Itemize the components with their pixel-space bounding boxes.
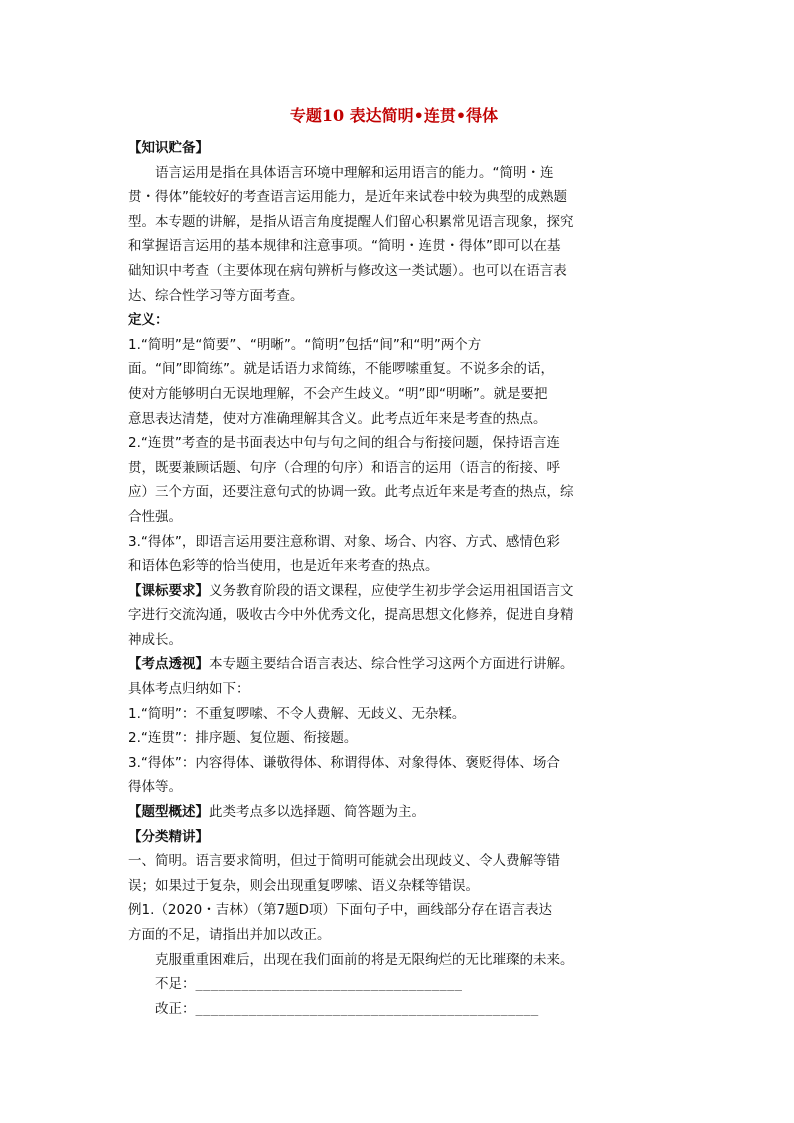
curriculum-line: 神成长。 bbox=[128, 631, 182, 648]
definition-line: 3.“得体”，即语言运用要注意称谓、对象、场合、内容、方式、感情色彩 bbox=[128, 533, 560, 550]
curriculum-text: 义务教育阶段的语文课程，应使学生初步学会运用祖国语言文 bbox=[209, 582, 574, 599]
deficiency-row bbox=[128, 972, 660, 997]
classified-line: 误；如果过于复杂，则会出现重复啰嗦、语义杂糅等错误。 bbox=[128, 877, 479, 894]
definition-line: 意思表达清楚，使对方准确理解其含义。此考点近年来是考查的热点。 bbox=[128, 410, 547, 427]
exam-points-line: 1.“简明”：不重复啰嗦、不令人费解、无歧义、无杂糅。 bbox=[128, 705, 466, 722]
definition-line: 贯，既要兼顾话题、句序（合理的句序）和语言的运用（语言的衔接、呼 bbox=[128, 459, 560, 476]
knowledge-line: 贯・得体”能较好的考查语言运用能力，是近年来试卷中较为典型的成熟题 bbox=[128, 189, 567, 206]
correction-answer-blank[interactable]: _____________________________________________ bbox=[195, 1001, 539, 1016]
section-heading-knowledge: 【知识贮备】 bbox=[128, 140, 209, 156]
curriculum-first-line bbox=[128, 579, 660, 604]
section-heading-curriculum: 【课标要求】 bbox=[128, 582, 209, 599]
knowledge-line: 型。本专题的讲解，是指从语言角度提醒人们留心积累常见语言现象，探究 bbox=[128, 213, 574, 230]
curriculum-line: 字进行交流沟通，吸收古今中外优秀文化，提高思想文化修养，促进自身精 bbox=[128, 607, 574, 624]
deficiency-label: 不足： bbox=[155, 976, 196, 993]
definition-heading: 定义： bbox=[128, 312, 169, 329]
exam-points-line: 具体考点归纳如下： bbox=[128, 681, 250, 698]
correction-label: 改正： bbox=[155, 1000, 196, 1017]
section-heading-exam-points: 【考点透视】 bbox=[128, 656, 209, 673]
correction-row bbox=[128, 997, 660, 1022]
exam-points-text: 本专题主要结合语言表达、综合性学习这两个方面进行讲解。 bbox=[209, 656, 574, 673]
example-sentence: 克服重重困难后，出现在我们面前的将是无限绚烂的无比璀璨的未来。 bbox=[155, 951, 574, 968]
exam-points-line: 2.“连贯”：排序题、复位题、衔接题。 bbox=[128, 730, 358, 747]
definition-line: 合性强。 bbox=[128, 508, 182, 525]
classified-line: 方面的不足，请指出并加以改正。 bbox=[128, 927, 331, 943]
exam-points-line: 得体等。 bbox=[128, 779, 182, 796]
definition-line: 面。“间”即简练”。就是话语力求简练，不能啰嗦重复。不说多余的话， bbox=[128, 361, 554, 378]
page-title: 专题10 表达简明•连贯•得体 bbox=[289, 106, 499, 125]
definition-line: 2.“连贯”考查的是书面表达中句与句之间的组合与衔接问题，保持语言连 bbox=[128, 435, 560, 452]
classified-line: 例1.（2020・吉林）（第7题D项）下面句子中，画线部分存在语言表达 bbox=[128, 902, 552, 919]
section-heading-classified: 【分类精讲】 bbox=[128, 828, 209, 845]
knowledge-line: 和掌握语言运用的基本规律和注意事项。“简明・连贯・得体”即可以在基 bbox=[128, 238, 561, 255]
knowledge-line: 语言运用是指在具体语言环境中理解和运用语言的能力。“简明・连 bbox=[155, 164, 554, 181]
question-types-line bbox=[128, 800, 660, 825]
definition-line: 1.“简明”是“简要”、“明晰”。“简明”包括“间”和“明”两个方 bbox=[128, 336, 482, 353]
definition-line: 使对方能够明白无误地理解，不会产生歧义。“明”即“明晰”。就是要把 bbox=[128, 385, 548, 402]
document-body bbox=[128, 104, 660, 1021]
classified-line: 一、简明。语言要求简明，但过于简明可能就会出现歧义、令人费解等错 bbox=[128, 853, 560, 870]
definition-line: 和语体色彩等的恰当使用，也是近年来考查的热点。 bbox=[128, 558, 439, 575]
exam-points-line: 3.“得体”：内容得体、谦敬得体、称谓得体、对象得体、褒贬得体、场合 bbox=[128, 754, 560, 771]
section-heading-question-types: 【题型概述】 bbox=[128, 804, 209, 821]
knowledge-line: 础知识中考查（主要体现在病句辨析与修改这一类试题）。也可以在语言表 bbox=[128, 262, 567, 279]
definition-line: 应）三个方面，还要注意句式的协调一致。此考点近年来是考查的热点，综 bbox=[128, 484, 574, 501]
deficiency-answer-blank[interactable]: ___________________________________ bbox=[195, 977, 463, 992]
exam-points-first-line bbox=[128, 652, 660, 677]
question-types-text: 此类考点多以选择题、简答题为主。 bbox=[209, 804, 425, 821]
knowledge-line: 达、综合性学习等方面考查。 bbox=[128, 287, 304, 304]
